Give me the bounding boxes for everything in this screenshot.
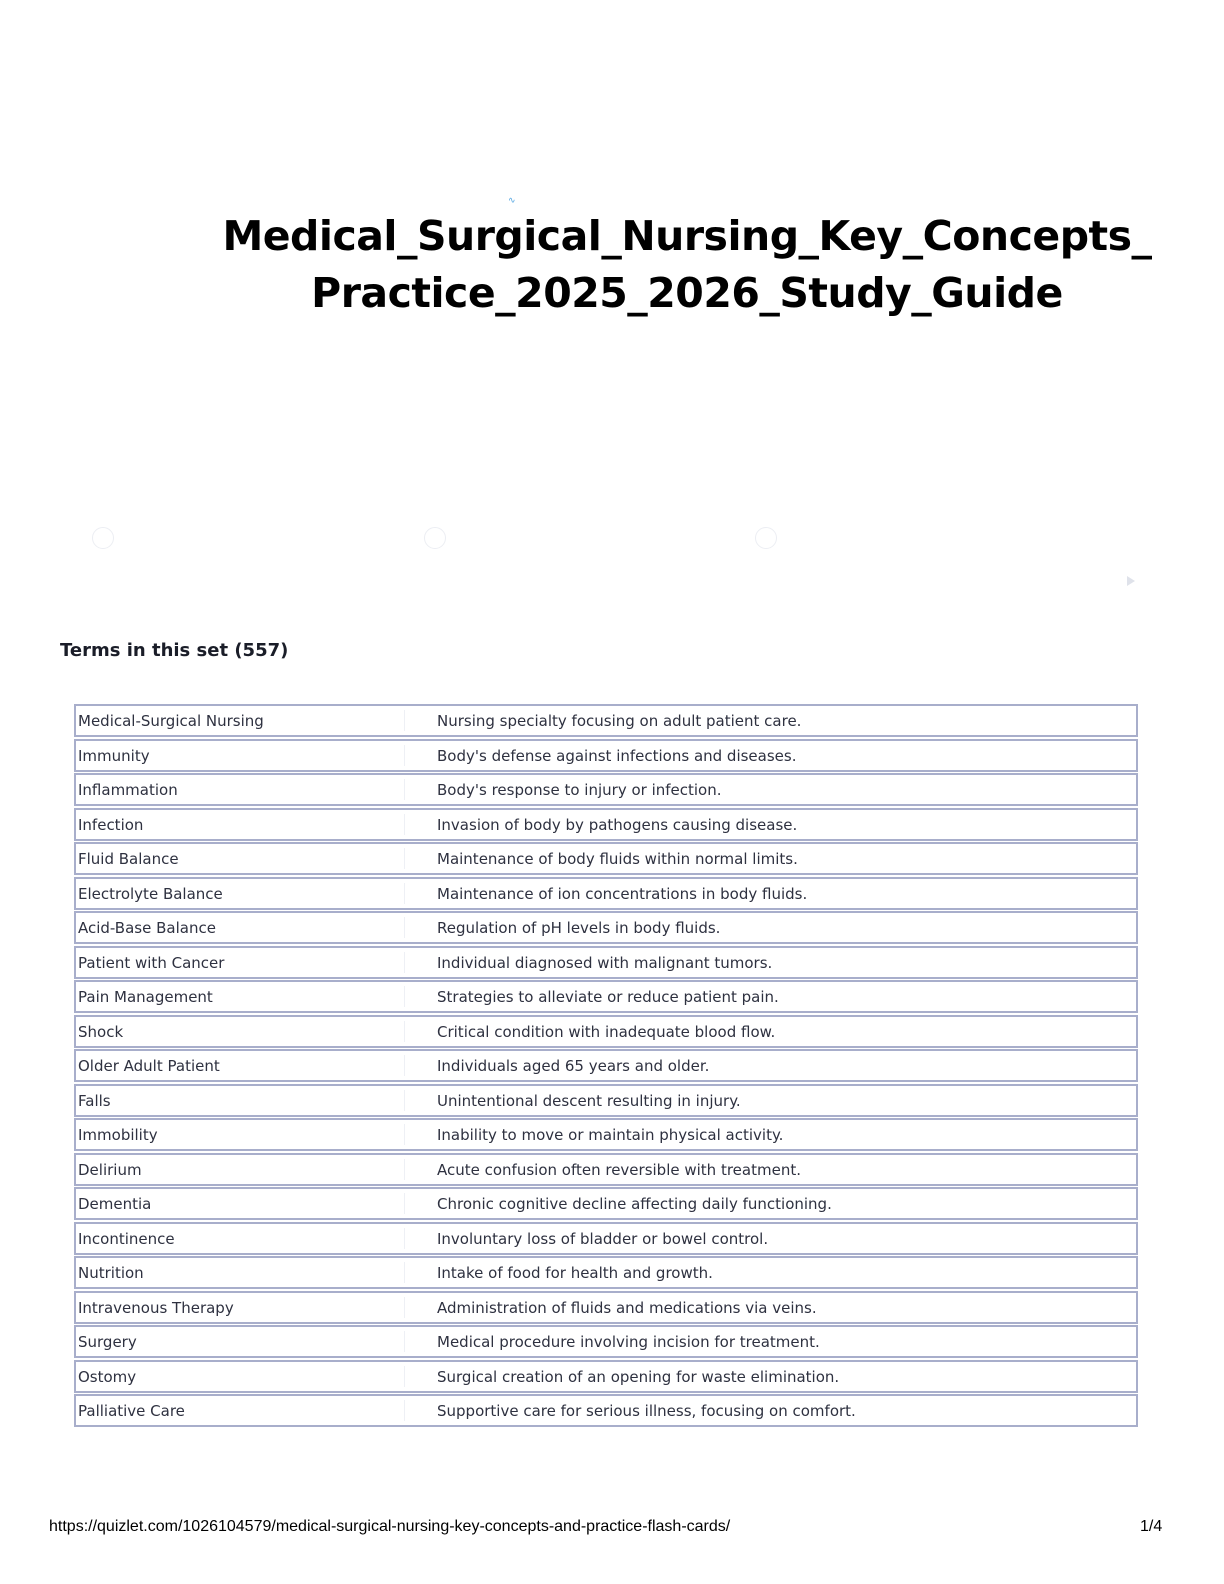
- term-text: Patient with Cancer: [78, 953, 225, 972]
- table-row: [74, 1015, 1138, 1048]
- term-text: Inflammation: [78, 781, 178, 799]
- column-divider: [404, 1124, 405, 1145]
- term-text: Immunity: [78, 746, 150, 765]
- definition-text: Administration of fluids and medications via veins.: [437, 1298, 817, 1317]
- term-text: Ostomy: [78, 1367, 137, 1386]
- table-row: [74, 946, 1138, 979]
- term-text: Nutrition: [78, 1264, 144, 1282]
- term-text: Medical-Surgical Nursing: [78, 712, 264, 730]
- column-divider: [404, 1297, 405, 1318]
- table-row: [74, 1118, 1138, 1151]
- column-divider: [404, 1055, 405, 1076]
- title-line-1: Medical_Surgical_Nursing_Key_Concepts_: [222, 212, 1152, 260]
- table-row: [74, 1360, 1138, 1393]
- column-divider: [404, 814, 405, 835]
- table-row: [74, 1153, 1138, 1186]
- term-text: Shock: [78, 1022, 124, 1041]
- table-row: [74, 773, 1138, 806]
- column-divider: [404, 779, 405, 800]
- definition-text: Invasion of body by pathogens causing disease.: [437, 815, 798, 834]
- term-text: Surgery: [78, 1333, 137, 1351]
- table-row: [74, 1256, 1138, 1289]
- definition-text: Nursing specialty focusing on adult patient care.: [437, 712, 802, 730]
- definition-text: Strategies to alleviate or reduce patient pain.: [437, 988, 779, 1006]
- column-divider: [404, 917, 405, 938]
- table-row: [74, 1049, 1138, 1082]
- column-divider: [404, 986, 405, 1007]
- table-row: [74, 842, 1138, 875]
- definition-text: Regulation of pH levels in body fluids.: [437, 919, 721, 937]
- column-divider: [404, 710, 405, 731]
- definition-text: Supportive care for serious illness, focusing on comfort.: [437, 1402, 856, 1420]
- column-divider: [404, 1090, 405, 1111]
- page-number: 1/4: [1140, 1518, 1163, 1535]
- carousel-dot-icon[interactable]: [92, 527, 114, 549]
- definition-text: Individual diagnosed with malignant tumors.: [437, 953, 773, 972]
- table-row: [74, 704, 1138, 737]
- term-text: Intravenous Therapy: [78, 1298, 234, 1317]
- column-divider: [404, 1021, 405, 1042]
- term-text: Dementia: [78, 1195, 152, 1213]
- play-arrow-icon[interactable]: [1127, 576, 1135, 586]
- definition-text: Critical condition with inadequate blood flow.: [437, 1022, 776, 1041]
- definition-text: Medical procedure involving incision for treatment.: [437, 1333, 820, 1351]
- title-line-2: Practice_2025_2026_Study_Guide: [311, 269, 1063, 317]
- column-divider: [404, 1193, 405, 1214]
- term-text: Infection: [78, 815, 144, 834]
- table-row: [74, 1394, 1138, 1427]
- table-row: [74, 1325, 1138, 1358]
- table-row: [74, 1291, 1138, 1324]
- term-text: Pain Management: [78, 988, 213, 1006]
- table-row: [74, 980, 1138, 1013]
- term-text: Older Adult Patient: [78, 1057, 220, 1075]
- definition-text: Intake of food for health and growth.: [437, 1264, 713, 1282]
- definition-text: Unintentional descent resulting in injury.: [437, 1091, 741, 1110]
- carousel-dot-icon[interactable]: [755, 527, 777, 549]
- definition-text: Acute confusion often reversible with treatment.: [437, 1160, 801, 1179]
- term-text: Incontinence: [78, 1229, 175, 1248]
- definition-text: Surgical creation of an opening for waste elimination.: [437, 1367, 840, 1386]
- table-row: [74, 1222, 1138, 1255]
- definition-text: Chronic cognitive decline affecting daily functioning.: [437, 1195, 832, 1213]
- definition-text: Inability to move or maintain physical activity.: [437, 1126, 784, 1144]
- table-row: [74, 739, 1138, 772]
- column-divider: [404, 1159, 405, 1180]
- footer-url: https://quizlet.com/1026104579/medical-surgical-nursing-key-concepts-and-practice-flash-cards/: [49, 1518, 731, 1535]
- column-divider: [404, 1400, 405, 1421]
- page-title: [200, 208, 1174, 322]
- column-divider: [404, 745, 405, 766]
- definition-text: Individuals aged 65 years and older.: [437, 1057, 710, 1075]
- term-text: Immobility: [78, 1126, 158, 1144]
- terms-table: [74, 704, 1138, 1429]
- term-text: Falls: [78, 1091, 111, 1110]
- table-row: [74, 911, 1138, 944]
- terms-heading: Terms in this set (557): [60, 640, 289, 661]
- column-divider: [404, 1331, 405, 1352]
- column-divider: [404, 952, 405, 973]
- term-text: Electrolyte Balance: [78, 884, 223, 903]
- carousel-dot-icon[interactable]: [424, 527, 446, 549]
- definition-text: Body's defense against infections and diseases.: [437, 746, 797, 765]
- column-divider: [404, 1228, 405, 1249]
- definition-text: Maintenance of ion concentrations in body fluids.: [437, 884, 808, 903]
- column-divider: [404, 1262, 405, 1283]
- logo-mark-icon: ∿: [508, 196, 516, 206]
- table-row: [74, 808, 1138, 841]
- table-row: [74, 1084, 1138, 1117]
- definition-text: Maintenance of body fluids within normal limits.: [437, 850, 798, 868]
- definition-text: Involuntary loss of bladder or bowel control.: [437, 1229, 769, 1248]
- table-row: [74, 877, 1138, 910]
- term-text: Acid-Base Balance: [78, 919, 216, 937]
- term-text: Fluid Balance: [78, 850, 179, 868]
- column-divider: [404, 883, 405, 904]
- term-text: Palliative Care: [78, 1402, 185, 1420]
- term-text: Delirium: [78, 1160, 142, 1179]
- table-row: [74, 1187, 1138, 1220]
- definition-text: Body's response to injury or infection.: [437, 781, 722, 799]
- column-divider: [404, 848, 405, 869]
- column-divider: [404, 1366, 405, 1387]
